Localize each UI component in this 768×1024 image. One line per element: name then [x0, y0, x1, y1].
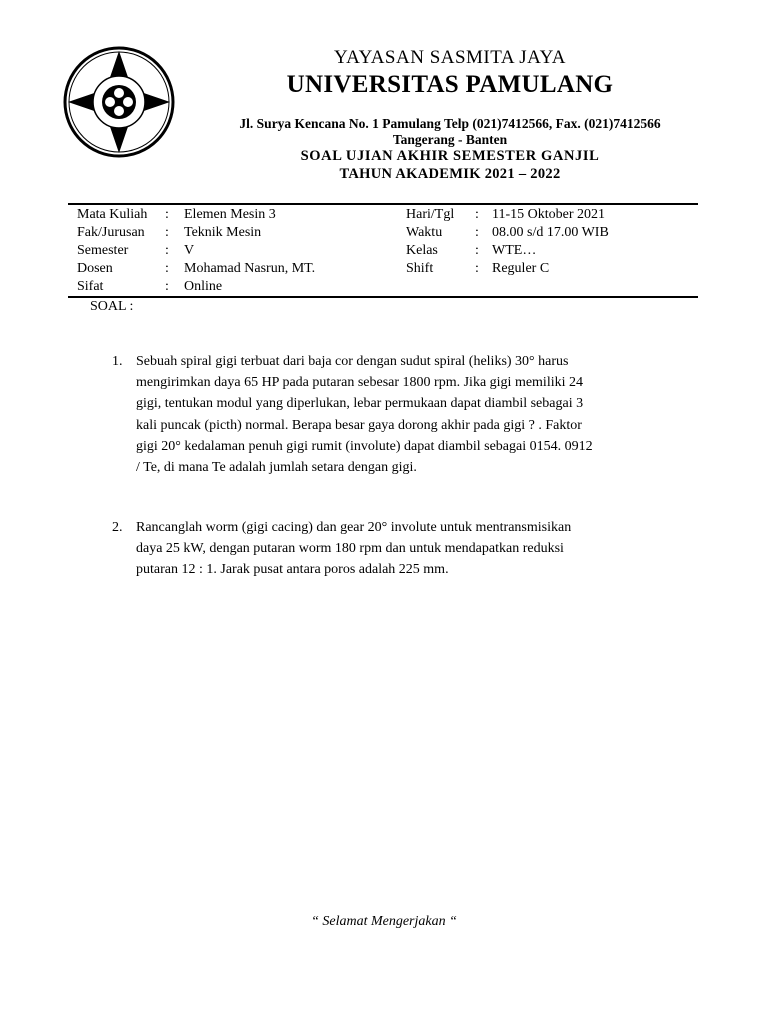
info-colon: :	[475, 243, 479, 258]
foundation-name: YAYASAN SASMITA JAYA	[334, 47, 566, 68]
university-seal-icon	[62, 45, 176, 159]
info-row-lecturer	[77, 260, 377, 278]
info-label: Sifat	[77, 279, 104, 294]
info-row-time	[406, 224, 696, 242]
course-info-right	[406, 206, 696, 278]
info-value: Mohamad Nasrun, MT.	[184, 261, 316, 276]
address-line-1: Jl. Surya Kencana No. 1 Pamulang Telp (021)7412566, Fax. (021)7412566	[239, 116, 661, 131]
university-name: UNIVERSITAS PAMULANG	[286, 71, 614, 98]
info-colon: :	[165, 207, 169, 222]
info-value: 11-15 Oktober 2021	[492, 207, 606, 222]
info-colon: :	[165, 243, 169, 258]
address-line-2: Tangerang - Banten	[392, 132, 508, 147]
info-colon: :	[475, 207, 479, 222]
info-colon: :	[475, 261, 479, 276]
info-colon: :	[165, 279, 169, 294]
info-top-rule	[68, 203, 698, 205]
academic-year: TAHUN AKADEMIK 2021 – 2022	[339, 166, 561, 182]
info-row-shift	[406, 260, 696, 278]
questions-heading: SOAL :	[90, 299, 134, 314]
closing-message: “ Selamat Mengerjakan “	[311, 914, 457, 929]
info-label: Dosen	[77, 261, 113, 276]
info-label: Fak/Jurusan	[77, 225, 145, 240]
question-text: Rancanglah worm (gigi cacing) dan gear 20° involute untuk mentransmisikan daya 25 kW, dengan putaran worm 180 rpm dan untuk mendapatkan reduksi putaran 12 : 1. Jarak pusat antara poros adalah 225 mm.	[136, 520, 572, 578]
info-colon: :	[165, 261, 169, 276]
info-value: WTE…	[492, 243, 537, 258]
info-value: 08.00 s/d 17.00 WIB	[492, 225, 609, 240]
info-label: Mata Kuliah	[77, 207, 148, 222]
info-row-nature	[77, 278, 377, 296]
info-label: Waktu	[406, 225, 443, 240]
info-bottom-rule	[68, 296, 698, 298]
info-row-faculty	[77, 224, 377, 242]
course-info-left	[77, 206, 377, 296]
info-row-semester	[77, 242, 377, 260]
info-label: Kelas	[406, 243, 438, 258]
info-row-date	[406, 206, 696, 224]
info-colon: :	[475, 225, 479, 240]
info-value: Teknik Mesin	[184, 225, 262, 240]
info-value: Elemen Mesin 3	[184, 207, 276, 222]
info-label: Semester	[77, 243, 129, 258]
info-label: Hari/Tgl	[406, 207, 455, 222]
info-row-class	[406, 242, 696, 260]
info-value: Reguler C	[492, 261, 550, 276]
exam-title: SOAL UJIAN AKHIR SEMESTER GANJIL	[300, 148, 600, 164]
info-row-course	[77, 206, 377, 224]
question-number: 1.	[112, 354, 123, 369]
info-value: Online	[184, 279, 223, 294]
question-text: Sebuah spiral gigi terbuat dari baja cor dengan sudut spiral (heliks) 30° harus mengirimkan daya 65 HP pada putaran sebesar 1800 rpm. Jika gigi memiliki 24 gigi, tentukan modul yang diperlukan, lebar permukaan dapat diambil sebagai 3 kali puncak (picth) normal. Berapa besar gaya dorong akhir pada gigi ? . Faktor gigi 20° kedalaman penuh gigi rumit (involute) dapat diambil sebagai 0154. 0912 / Te, di mana Te adalah jumlah setara dengan gigi.	[136, 354, 593, 476]
info-value: V	[184, 243, 195, 258]
question-number: 2.	[112, 520, 123, 535]
info-colon: :	[165, 225, 169, 240]
info-label: Shift	[406, 261, 434, 276]
